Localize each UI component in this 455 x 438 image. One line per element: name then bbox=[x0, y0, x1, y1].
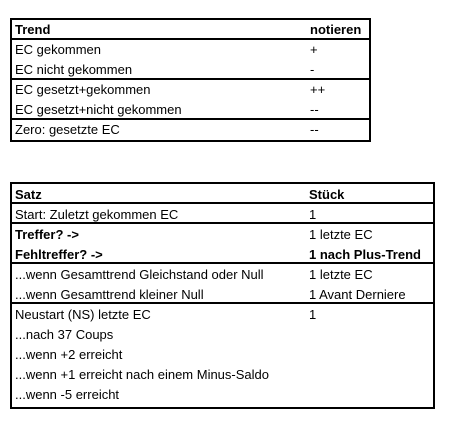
satz-row bbox=[12, 284, 433, 304]
satz-row-value: 1 nach Plus-Trend bbox=[309, 247, 421, 262]
trend-row-value: -- bbox=[310, 122, 319, 137]
satz-row-label: ...wenn -5 erreicht bbox=[15, 387, 120, 402]
satz-row-label: ...wenn +2 erreicht bbox=[15, 347, 123, 362]
satz-row bbox=[12, 344, 433, 364]
satz-row bbox=[12, 204, 433, 224]
trend-row-label: Zero: gesetzte EC bbox=[15, 122, 120, 137]
trend-row-value: + bbox=[310, 42, 318, 57]
trend-header-row bbox=[12, 20, 369, 40]
trend-row bbox=[12, 60, 369, 80]
stueck-header-label: Stück bbox=[309, 187, 345, 202]
trend-row-value: - bbox=[310, 62, 315, 77]
trend-row bbox=[12, 100, 369, 120]
satz-row-label: ...wenn Gesamttrend kleiner Null bbox=[15, 287, 204, 302]
satz-row bbox=[12, 264, 433, 284]
satz-row bbox=[12, 324, 433, 344]
satz-row bbox=[12, 224, 433, 244]
trend-row-value: ++ bbox=[310, 82, 326, 97]
satz-table bbox=[10, 182, 435, 409]
trend-table bbox=[10, 18, 371, 142]
satz-row-label: Start: Zuletzt gekommen EC bbox=[15, 207, 179, 222]
trend-row-label: EC nicht gekommen bbox=[15, 62, 133, 77]
satz-row-value: 1 letzte EC bbox=[309, 267, 373, 282]
trend-row bbox=[12, 40, 369, 60]
satz-row-value: 1 bbox=[309, 307, 317, 322]
satz-row bbox=[12, 304, 433, 324]
satz-row-label: ...nach 37 Coups bbox=[15, 327, 114, 342]
satz-row-label: ...wenn +1 erreicht nach einem Minus-Saldo bbox=[15, 367, 269, 382]
satz-row-value: 1 bbox=[309, 207, 317, 222]
trend-row-label: EC gesetzt+nicht gekommen bbox=[15, 102, 182, 117]
trend-row-value: -- bbox=[310, 102, 319, 117]
satz-row bbox=[12, 384, 433, 404]
satz-row-label: Fehltreffer? -> bbox=[15, 247, 103, 262]
trend-row bbox=[12, 80, 369, 100]
trend-header-label: Trend bbox=[15, 22, 51, 37]
trend-row-label: EC gesetzt+gekommen bbox=[15, 82, 151, 97]
satz-row bbox=[12, 364, 433, 384]
satz-header-label: Satz bbox=[15, 187, 42, 202]
satz-header-row bbox=[12, 184, 433, 204]
satz-row-label: Neustart (NS) letzte EC bbox=[15, 307, 151, 322]
trend-row bbox=[12, 120, 369, 140]
satz-row-label: Treffer? -> bbox=[15, 227, 79, 242]
satz-row bbox=[12, 244, 433, 264]
satz-row-value: 1 letzte EC bbox=[309, 227, 373, 242]
satz-row-label: ...wenn Gesamttrend Gleichstand oder Null bbox=[15, 267, 264, 282]
notieren-header-label: notieren bbox=[310, 22, 362, 37]
satz-row-value: 1 Avant Derniere bbox=[309, 287, 406, 302]
trend-row-label: EC gekommen bbox=[15, 42, 101, 57]
